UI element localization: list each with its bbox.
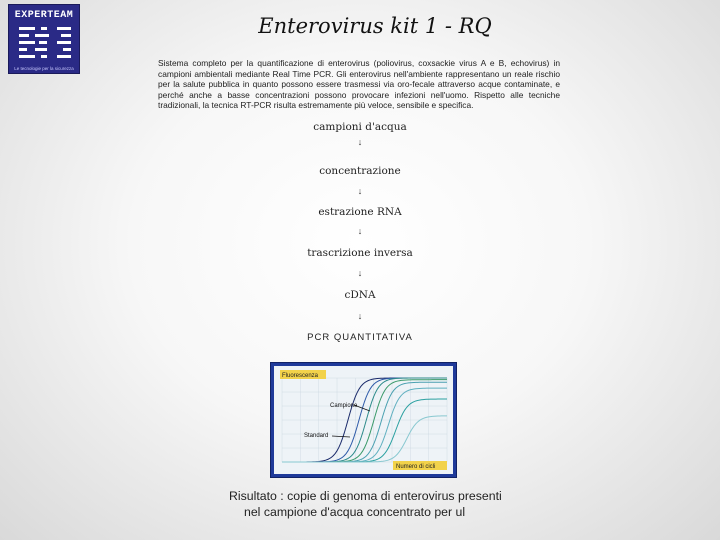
flow-arrow-icon: ↓ [357,226,363,236]
dna-bars-icon [17,25,73,59]
intro-paragraph: Sistema completo per la quantificazione di enterovirus (poliovirus, coxsackie virus A e B, echovirus) in campioni ambientali mediante Real Time PCR. Gli enterovirus nell'ambiente rappresentano un reale rischio per la salute pubblica in quanto possono essere trasmessi via oro-fecale attraverso acque contaminate, e perché anche a basse concentrazioni possono provocare infezioni nell'uomo. Rispetto alle tecniche tradizionali, la tecnica RT-PCR risulta estremamente più veloce, sensibile e specifica. [158,58,560,111]
y-axis-label: Fluorescenza [282,373,319,379]
amplification-chart [270,362,457,478]
x-axis-label: Numero di cicli [396,464,436,470]
flow-arrow-icon: ↓ [357,268,363,278]
result-text [215,488,555,520]
amplification-plot [274,366,453,474]
standard-label: Standard [304,433,329,439]
step-reverse-transcription: trascrizione inversa [307,247,413,259]
flow-arrow-icon: ↓ [357,311,363,321]
result-line-2: nel campione d'acqua concentrato per ul [244,505,466,519]
flow-arrow-icon: ↓ [357,137,363,147]
step-concentration: concentrazione [319,165,401,177]
flow-arrow-icon: ↓ [357,186,363,196]
step-rna-extraction: estrazione RNA [318,206,402,218]
experteam-logo [8,4,80,74]
logo-subtitle: Le tecnologie per la sicurezza [14,65,74,71]
page-title: Enterovirus kit 1 - RQ [258,14,492,38]
logo-wordmark: EXPERTEAM [14,10,74,21]
step-quantitative-pcr: PCR QUANTITATIVA [307,332,413,343]
step-water-samples: campioni d'acqua [313,121,407,133]
step-cdna: cDNA [344,289,376,301]
result-line-1: Risultato : copie di genoma di enterovirus presenti [229,489,502,503]
sample-label: Campione [330,403,358,409]
